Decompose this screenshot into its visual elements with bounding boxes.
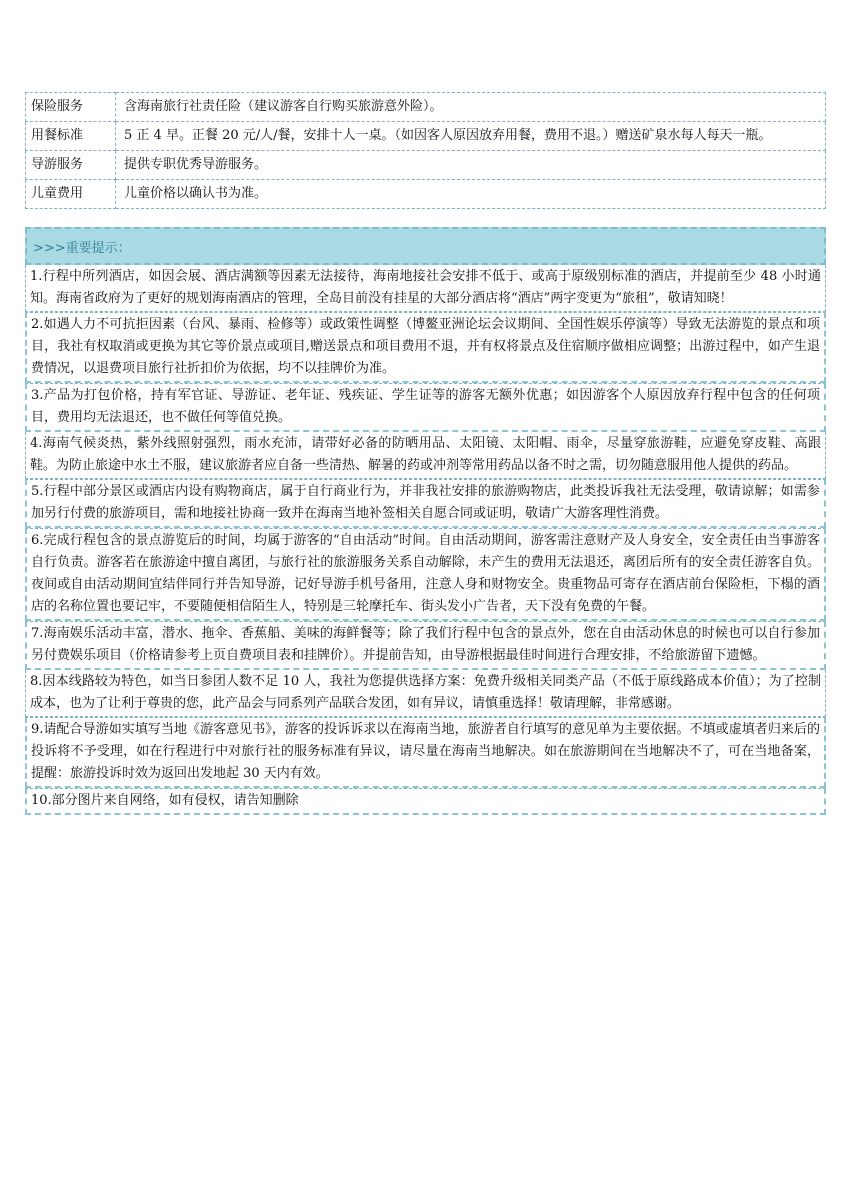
table-row: [26, 122, 826, 151]
notice-item: 3.产品为打包价格，持有军官证、导游证、老年证、残疾证、学生证等的游客无额外优惠；如因游客个人原因放弃行程中包含的任何项目，费用均无法退还，也不做任何等值兑换。: [25, 383, 826, 432]
service-label: 保险服务: [26, 93, 116, 122]
notice-item: 6.完成行程包含的景点游览后的时间，均属于游客的“自由活动”时间。自由活动期间，游客需注意财产及人身安全，安全责任由当事游客自行负责。游客若在旅游途中擅自离团，与旅行社的旅游服务关系自动解除，未产生的费用无法退还，离团后所有的安全责任游客自负。夜间或自由活动期间宜结伴同行并告知导游，记好导游手机号备用，注意人身和财物安全。贵重物品可寄存在酒店前台保险柜，下榻的酒店的名称位置也要记牢，不要随便相信陌生人，特别是三轮摩托车、街头发小广告者，天下没有免费的午餐。: [25, 528, 826, 621]
document-page: [25, 92, 826, 815]
table-row: [26, 180, 826, 209]
notice-item: 5.行程中部分景区或酒店内设有购物商店，属于自行商业行为，并非我社安排的旅游购物店，此类投诉我社无法受理，敬请谅解；如需参加另行付费的旅游项目，需和地接社协商一致并在海南当地补签相关自愿合同或证明，敬请广大游客理性消费。: [25, 479, 826, 528]
notice-item: 4.海南气候炎热，紫外线照射强烈，雨水充沛，请带好必备的防晒用品、太阳镜、太阳帽、雨伞，尽量穿旅游鞋，应避免穿皮鞋、高跟鞋。为防止旅途中水土不服，建议旅游者应自备一些清热、解暑的药或冲剂等常用药品以备不时之需，切勿随意服用他人提供的药品。: [25, 432, 826, 479]
service-value: 儿童价格以确认书为准。: [116, 180, 826, 209]
service-value: 提供专职优秀导游服务。: [116, 151, 826, 180]
notice-item: 9.请配合导游如实填写当地《游客意见书》，游客的投诉诉求以在海南当地，旅游者自行填写的意见单为主要依据。不填或虚填者归来后的投诉将不予受理，如在行程进行中对旅行社的服务标准有异议，请尽量在海南当地解决。如在旅游期间在当地解决不了，可在当地备案，提醒：旅游投诉时效为返回出发地起 30 天内有效。: [25, 717, 826, 788]
notice-item: 8.因本线路较为特色，如当日参团人数不足 10 人，我社为您提供选择方案：免费升级相关同类产品（不低于原线路成本价值）；为了控制成本，也为了让利于尊贵的您，此产品会与同系列产品联合发团，如有异议，请慎重选择！敬请理解，非常感谢。: [25, 670, 826, 717]
notice-item: 2.如遇人力不可抗拒因素（台风、暴雨、检修等）或政策性调整（博鳌亚洲论坛会议期间、全国性娱乐停演等）导致无法游览的景点和项目，我社有权取消或更换为其它等价景点或项目,赠送景点和项目费用不退，并有权将景点及住宿顺序做相应调整；出游过程中，如产生退费情况，以退费项目旅行社折扣价为依据，均不以挂牌价为准。: [25, 312, 826, 383]
service-value: 含海南旅行社责任险（建议游客自行购买旅游意外险）。: [116, 93, 826, 122]
notice-item: 1.行程中所列酒店，如因会展、酒店满额等因素无法接待，海南地接社会安排不低于、或高于原级别标准的酒店，并提前至少 48 小时通知。海南省政府为了更好的规划海南酒店的管理，全岛目前没有挂星的大部分酒店将“酒店”两字变更为“旅租”，敬请知晓！: [25, 265, 826, 312]
service-label: 用餐标准: [26, 122, 116, 151]
notice-header: [25, 227, 826, 265]
notice-title: >>>重要提示：: [33, 240, 131, 256]
service-value: 5 正 4 早。正餐 20 元/人/餐，安排十人一桌。（如因客人原因放弃用餐，费用不退。）赠送矿泉水每人每天一瓶。: [116, 122, 826, 151]
table-row: [26, 93, 826, 122]
service-label: 导游服务: [26, 151, 116, 180]
service-label: 儿童费用: [26, 180, 116, 209]
notice-item: 10.部分图片来自网络，如有侵权，请告知删除: [25, 788, 826, 815]
service-table: [25, 92, 826, 209]
notice-item: 7.海南娱乐活动丰富，潜水、拖伞、香蕉船、美味的海鲜餐等；除了我们行程中包含的景点外，您在自由活动休息的时候也可以自行参加另付费娱乐项目（价格请参考上页自费项目表和挂牌价）。并提前告知，由导游根据最佳时间进行合理安排，不给旅游留下遗憾。: [25, 621, 826, 670]
table-row: [26, 151, 826, 180]
